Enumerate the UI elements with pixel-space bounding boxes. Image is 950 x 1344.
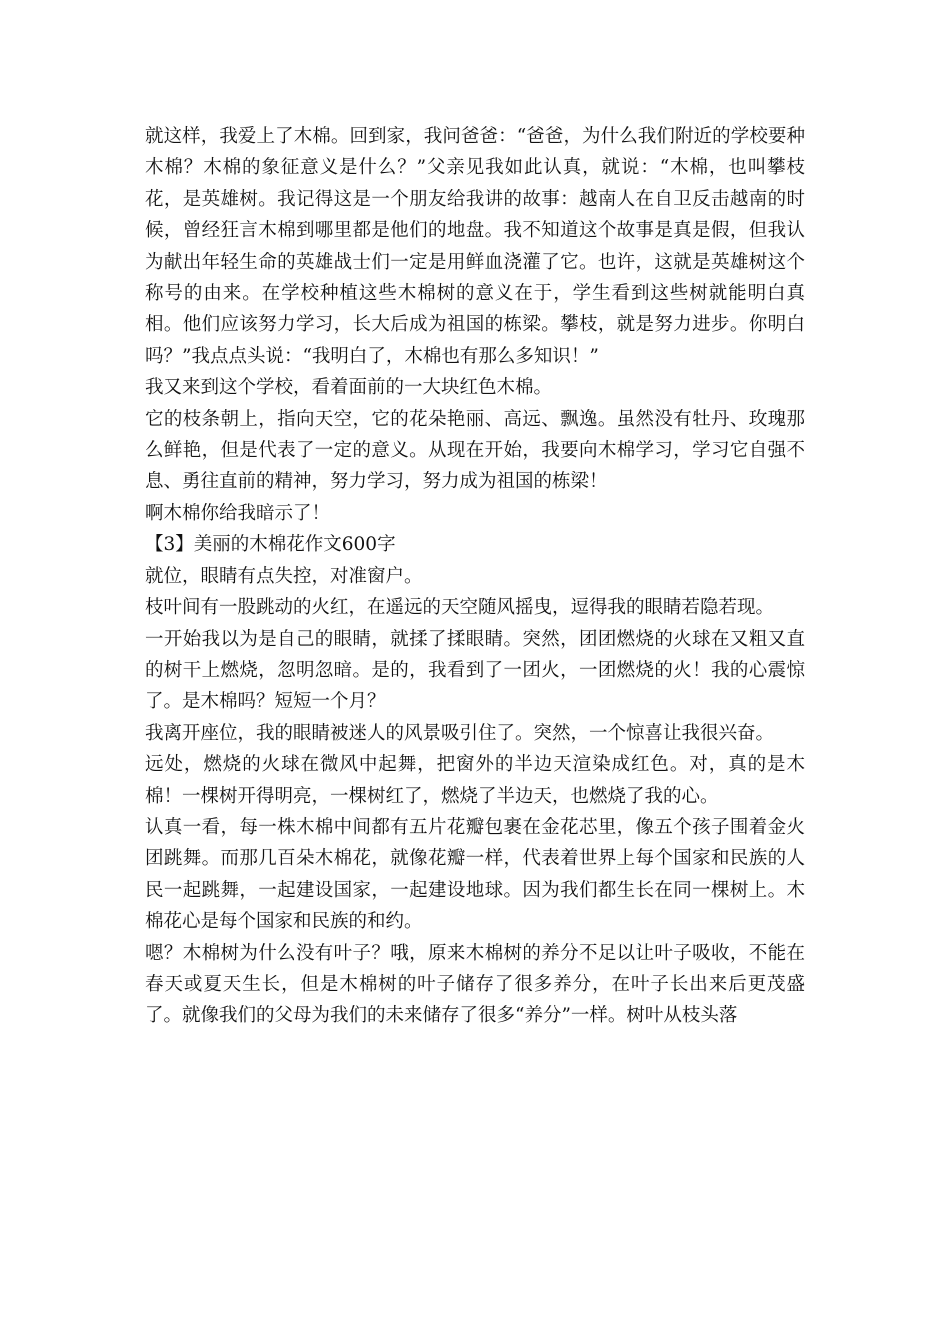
paragraph-return-to-school: 我又来到这个学校，看着面前的一大块红色木棉。 <box>145 377 553 399</box>
paragraph-leave-seat: 我离开座位，我的眼睛被迷人的风景吸引住了。突然，一个惊喜让我很兴奋。 <box>145 722 775 744</box>
paragraph-dialogue: 就这样，我爱上了木棉。回到家，我问爸爸：“爸爸，为什么我们附近的学校要种木棉？木棉的象征意义是什么？”父亲见我如此认真，就说：“木棉，也叫攀枝花，是英雄树。我记得这是一个朋友给我讲的故事：越南人在自卫反击越南的时候，曾经狂言木棉到哪里都是他们的地盘。我不知道这个故事是真是假，但我认为献出年轻生命的英雄战士们一定是用鲜血浇灌了它。也许，这就是英雄树这个称号的由来。在学校种植这些木棉树的意义在于，学生看到这些树就能明白真相。他们应该努力学习，长大后成为祖国的栋梁。攀枝，就是努力进步。你明白吗？”我点点头说：“我明白了，木棉也有那么多知识！” <box>145 126 805 367</box>
paragraph-fiery-red: 枝叶间有一股跳动的火红，在遥远的天空随风摇曳，逗得我的眼睛若隐若现。 <box>145 597 775 619</box>
paragraph-petals: 认真一看，每一株木棉中间都有五片花瓣包裹在金花芯里，像五个孩子围着金火团跳舞。而那几百朵木棉花，就像花瓣一样，代表着世界上每个国家和民族的人民一起跳舞，一起建设国家，一起建设地球。因为我们都生长在同一棵树上。木棉花心是每个国家和民族的和约。 <box>145 816 805 933</box>
paragraph-window: 就位，眼睛有点失控，对准窗户。 <box>145 565 423 587</box>
document-body <box>145 121 805 1032</box>
paragraph-burning-fire: 一开始我以为是自己的眼睛，就揉了揉眼睛。突然，团团燃烧的火球在又粗又直的树干上燃烧，忽明忽暗。是的，我看到了一团火，一团燃烧的火！我的心震惊了。是木棉吗？短短一个月？ <box>145 628 805 713</box>
paragraph-distance: 远处，燃烧的火球在微风中起舞，把窗外的半边天渲染成红色。对，真的是木棉！一棵树开得明亮，一棵树红了，燃烧了半边天，也燃烧了我的心。 <box>145 754 805 807</box>
section-heading: 【3】美丽的木棉花作文600字 <box>145 534 396 556</box>
paragraph-exclamation: 啊木棉你给我暗示了！ <box>145 502 331 524</box>
paragraph-no-leaves: 嗯？木棉树为什么没有叶子？哦，原来木棉树的养分不足以让叶子吸收，不能在春天或夏天生长，但是木棉树的叶子储存了很多养分，在叶子长出来后更茂盛了。就像我们的父母为我们的未来储存了很多“养分”一样。树叶从枝头落 <box>145 942 805 1027</box>
paragraph-branches: 它的枝条朝上，指向天空，它的花朵艳丽、高远、飘逸。虽然没有牡丹、玫瑰那么鲜艳，但是代表了一定的意义。从现在开始，我要向木棉学习，学习它自强不息、勇往直前的精神，努力学习，努力成为祖国的栋梁！ <box>145 408 805 493</box>
